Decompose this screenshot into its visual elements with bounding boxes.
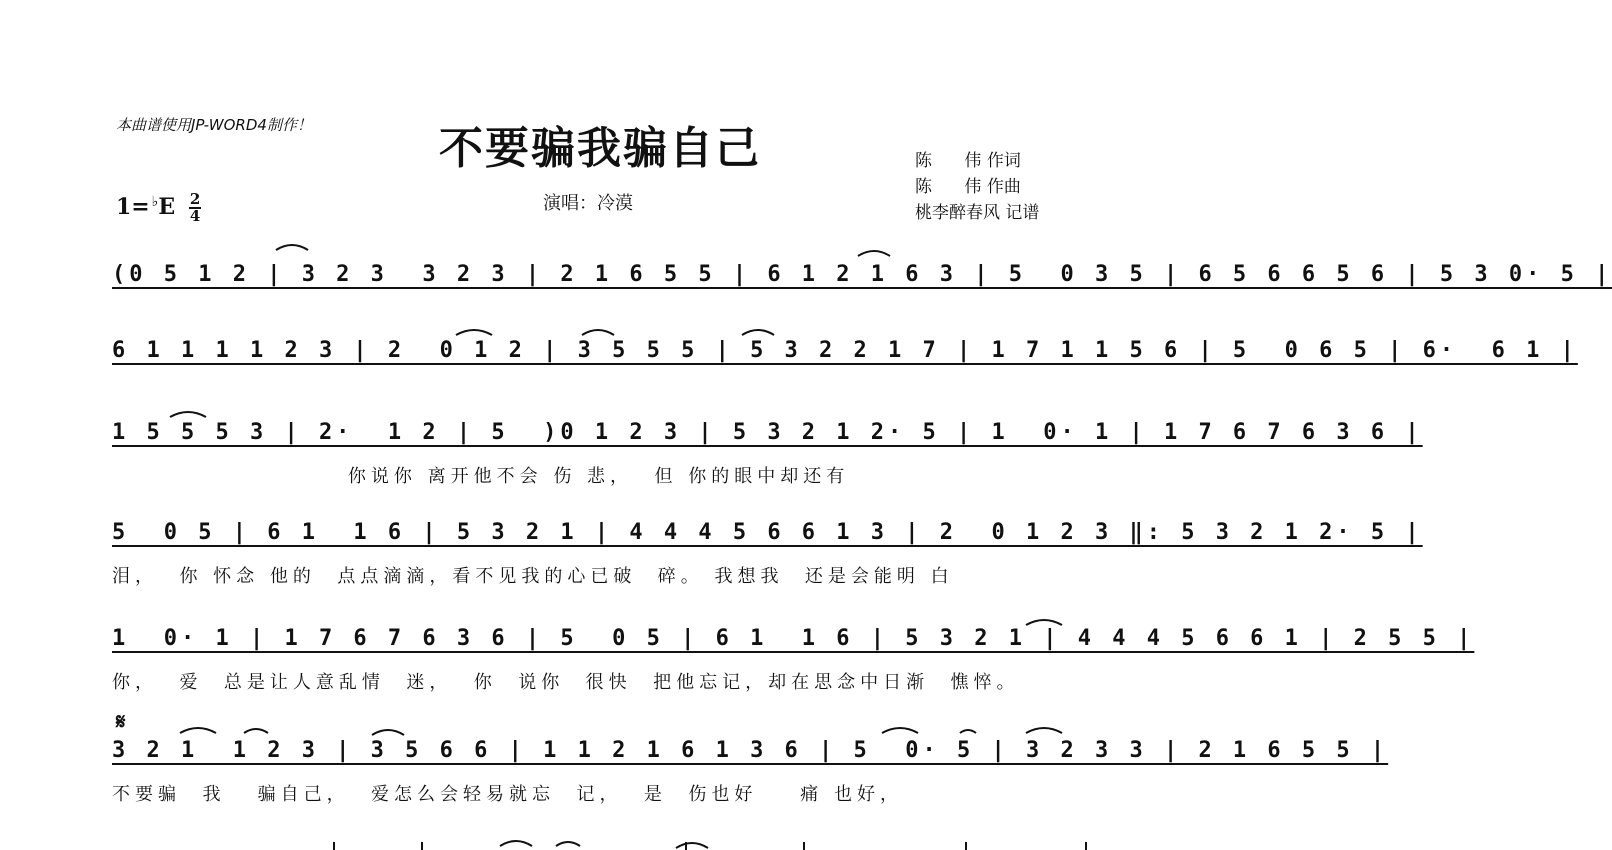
- made-by-note: 本曲谱使用JP-WORD4制作！: [116, 116, 312, 134]
- lyrics-line: 不要骗 我 骗自己， 爱怎么会轻易就忘 记， 是 伤也好 痛 也好，: [112, 784, 903, 805]
- lyricist-credit: 陈 伟 作词: [915, 151, 1021, 171]
- slur-arc: [1026, 728, 1062, 733]
- time-top: 2: [189, 190, 201, 208]
- singer-line: 演唱：冷漠: [543, 193, 633, 214]
- slur-arc: [742, 330, 774, 335]
- slur-arc: [276, 245, 308, 250]
- slur-arc: [456, 330, 492, 335]
- slur-arc: [170, 412, 206, 417]
- time-bottom: 4: [189, 207, 201, 225]
- slur-arc: [372, 730, 404, 735]
- notes-line: (0 5 1 2 | 3 2 3 3 2 3 | 2 1 6 5 5 | 6 1 2 1 6 3 | 5 0 3 5 | 6 5 6 6 5 6 | 5 3 0· 5 |: [112, 262, 1612, 287]
- slur-arc: [1026, 620, 1062, 625]
- key-note: E: [158, 194, 176, 220]
- key-prefix: 1=: [116, 194, 150, 220]
- flat-symbol: ♭: [151, 194, 159, 210]
- notes-line: 3 2 1 1 2 3 | 3 5 6 6 | 1 1 2 1 6 1 3 6 | 5 0· 5 | 3 2 3 3 | 2 1 6 5 5 |: [112, 738, 1389, 763]
- slur-arc: [582, 330, 614, 335]
- notes-line: 5 0 5 | 6 1 1 6 | 5 3 2 1 | 4 4 4 5 6 6 1 3 | 2 0 1 2 3 ‖: 5 3 2 1 2· 5 |: [112, 520, 1423, 545]
- slur-arc: [556, 842, 580, 846]
- transcriber-credit: 桃李醉春风 记谱: [915, 203, 1040, 223]
- lyrics-line: 你说你 离开他不会 伤 悲， 但 你的眼中却还有: [112, 466, 850, 487]
- notes-line: 1 0· 1 | 1 7 6 7 6 3 6 | 5 0 5 | 6 1 1 6 | 5 3 2 1 | 4 4 4 5 6 6 1 | 2 5 5 |: [112, 626, 1475, 651]
- slur-arc: [882, 728, 918, 733]
- slur-arc: [858, 251, 890, 256]
- song-title: 不要骗我骗自己: [439, 123, 761, 174]
- slur-arc: [960, 730, 976, 733]
- notes-line: 6 1 1 1 1 2 3 | 2 0 1 2 | 3 5 5 5 | 5 3 2 2 1 7 | 1 7 1 1 5 6 | 5 0 6 5 | 6· 6 1 |: [112, 338, 1578, 363]
- slur-arc: [244, 729, 268, 733]
- notes-line: 1 5 5 5 3 | 2· 1 2 | 5 )0 1 2 3 | 5 3 2 1 2· 5 | 1 0· 1 | 1 7 6 7 6 3 6 |: [112, 420, 1423, 445]
- composer-credit: 陈 伟 作曲: [915, 177, 1021, 197]
- segno-icon: 𝄋: [116, 710, 126, 735]
- slur-arc: [676, 843, 708, 848]
- slur-arc: [500, 841, 532, 846]
- lyrics-line: 泪， 你 怀念 他的 点点滴滴，看不见我的心已破 碎。 我想我 还是会能明 白: [112, 566, 954, 587]
- slur-arc: [180, 728, 216, 733]
- lyrics-line: 你， 爱 总是让人意乱情 迷， 你 说你 很快 把他忘记，却在思念中日渐 憔悴。: [112, 672, 1020, 693]
